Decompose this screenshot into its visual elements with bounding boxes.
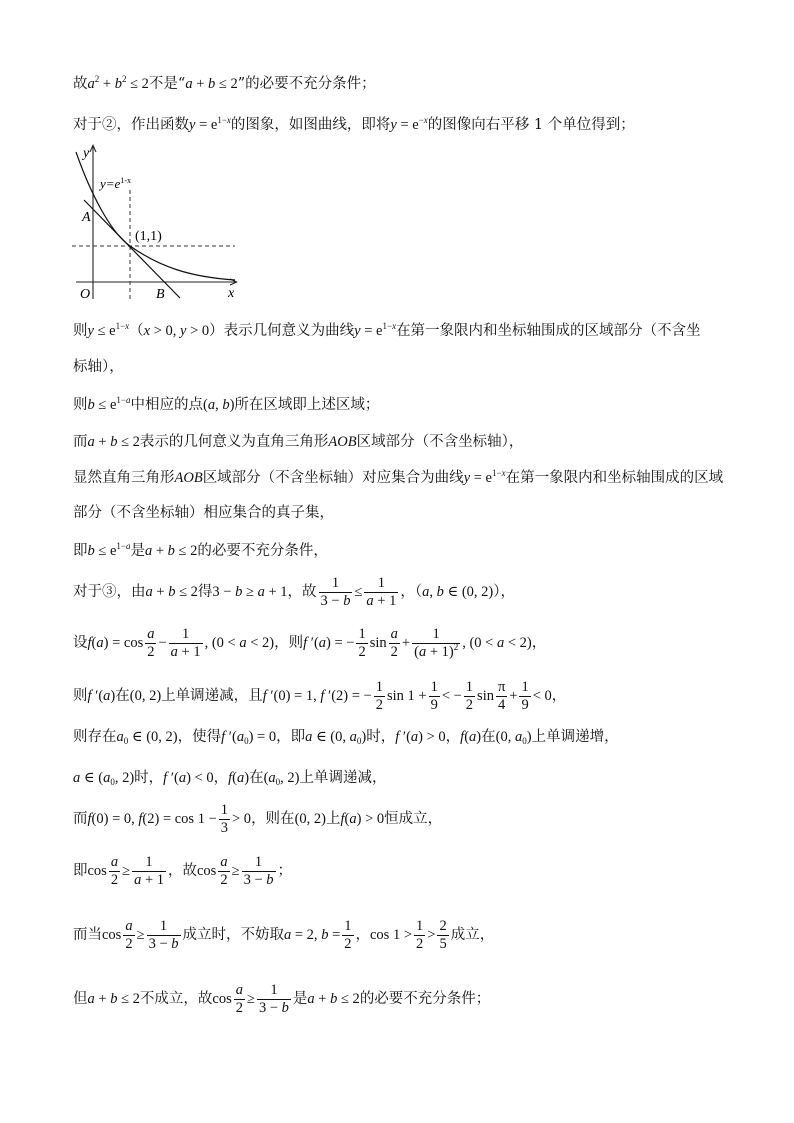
text-line-2: 对于②，作出函数$y = e^{1-x}$的图象，如图曲线，即将$y = e^{-x}$的图像向右平移 1 个单位得到； — [73, 115, 635, 133]
text-line-15: 而f(0) = 0, f(2) = cos 1 − $\frac{1}{3}$ > 0，则在(0, 2)上f(a) > 0恒成立， — [73, 801, 443, 836]
point-a-label: A — [82, 210, 91, 225]
text-line-17: 而当cos $\frac{a}{2}$ ≥ $\frac{1}{3 - b}$ 成立时，不妨取a = 2, b = $\frac{1}{2}$ ，cos 1 > $\frac{1}{2}$ > $\frac{2}{5}$ 成立， — [73, 917, 495, 952]
text-line-7: 显然直角三角形AOB区域部分（不含坐标轴）对应集合为曲线$y = e^{1-x}$在第一象限内和坐标轴围成的区域 — [73, 468, 724, 486]
text-line-10: 对于③，由a + b ≤ 2得3 − b ≥ a + 1，故 $\frac{1}{3 - b}$ ≤ $\frac{1}{a + 1}$ ，（a, b ∈ (0, 2)）， — [73, 574, 515, 609]
text-line-5: 则$b \le e^{1-a}$中相应的点(a, b)所在区域即上述区域； — [73, 395, 380, 413]
point-label: (1,1) — [135, 229, 162, 244]
text-line-3: 则$y \le e^{1-x}(x > 0$, y > 0）表示几何意义为曲线$y = e^{1-x}$在第一象限内和坐标轴围成的区域部分（不含坐 — [73, 321, 701, 339]
text-line-13: 则存在$a_0$ ∈ (0, 2)，使得f $'(a_0) = 0$，即a ∈ (0, $a_0$)时，f ′(a) > 0，f(a)在(0, $a_0$)上单调递增， — [73, 729, 619, 746]
text-line-8: 部分（不含坐标轴）相应集合的真子集， — [73, 505, 334, 521]
curve-label: $y=e^{1-x}$ — [100, 176, 131, 191]
tangent-line — [84, 200, 180, 298]
text-line-9: 即$b \le e^{1-a}$是a + b ≤ 2的必要不充分条件， — [73, 541, 328, 559]
point-b-label: B — [156, 287, 165, 302]
y-axis-label: y — [83, 146, 90, 161]
exponential-curve-figure — [70, 142, 250, 302]
text-line-18: 但a + b ≤ 2不成立，故cos $\frac{a}{2}$ ≥ $\frac{1}{3 - b}$ 是a + b ≤ 2的必要不充分条件； — [73, 981, 491, 1016]
text-line-12: 则f ′(a)在(0, 2)上单调递减，且f ′(0) = 1, f ′(2) = − $\frac{1}{2}$ sin 1 + $\frac{1}{9}$ < − $\frac{1}{2}$ sin $\frac{\pi}{4}$ + $\frac{1}{9}$ < 0， — [73, 678, 567, 713]
text-line-14: a ∈ ($a_0$, 2)时，f ′(a) < 0，f(a)在($a_0$, 2)上单调递减， — [73, 770, 387, 787]
text-line-16: 即cos $\frac{a}{2}$ ≥ $\frac{1}{a + 1}$ ，故cos $\frac{a}{2}$ ≥ $\frac{1}{3 - b}$ ； — [73, 853, 292, 888]
text-line-1: 故$a^2 + b^2 \le 2$不是“a + b ≤ 2”的必要不充分条件； — [73, 74, 376, 92]
text-line-11: 设f(a) = cos $\frac{a}{2}$ − $\frac{1}{a + 1}$ , (0 < a < 2)，则f ′(a) = − $\frac{1}{2}$ sin $\frac{a}{2}$ + $\frac{1}{(a + 1)^2}$ , (0 < a < 2)， — [73, 625, 547, 660]
origin-label: O — [80, 287, 91, 302]
text-line-6: 而a + b ≤ 2表示的几何意义为直角三角形AOB区域部分（不含坐标轴）， — [73, 434, 524, 450]
x-axis-label: x — [228, 286, 235, 301]
text-line-4: 标轴）， — [73, 359, 124, 375]
